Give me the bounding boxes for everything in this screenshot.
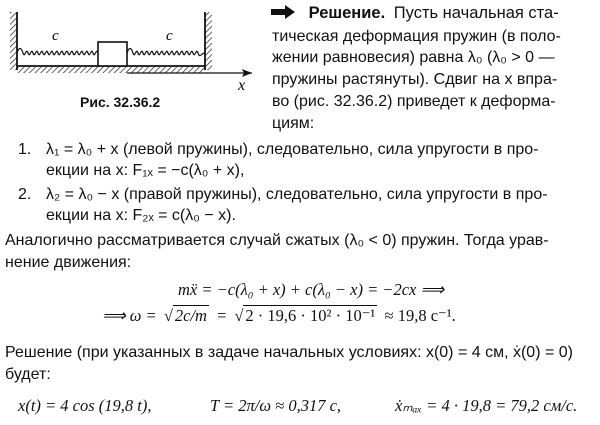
final-x-of-t: x(t) = 4 cos (19,8 t), — [18, 396, 152, 415]
left-wall — [10, 12, 17, 70]
para3-line1: Решение (при указанных в задаче начальных условиях: x(0) = 4 см, ẋ(0) = 0) — [5, 344, 573, 361]
omega-prefix: ⟹ ω = — [102, 306, 157, 325]
para2-line2: нение движения: — [5, 254, 132, 271]
sqrt-2 — [234, 306, 377, 326]
sqrt-radical-icon: √ — [163, 306, 173, 325]
right-wall — [205, 12, 212, 70]
solution-intro-line2: тическая деформация пружин (в поло- — [272, 28, 561, 45]
sqrt-1-radicand: 2c/m — [174, 306, 207, 325]
mass-block — [98, 42, 127, 66]
solution-header — [270, 4, 559, 23]
omega-result: ≈ 19,8 с⁻¹. — [384, 306, 456, 325]
item-1-number: 1. — [18, 141, 32, 158]
item-1-line2: екции на x: F₁ₓ = −c(λ₀ + x), — [46, 162, 245, 179]
figure-caption: Рис. 32.36.2 — [80, 94, 161, 110]
spring-right-label: c — [166, 28, 173, 44]
sqrt-1 — [164, 306, 209, 326]
item-2-line1: λ₂ = λ₀ − x (правой пружины), следовательно, сила упругости в про- — [46, 186, 548, 203]
sqrt-radical-icon: √ — [234, 306, 244, 325]
spring-left-label: c — [52, 28, 59, 44]
right-spring — [127, 49, 205, 56]
x-axis-label: x — [238, 77, 246, 94]
spring-mass-figure — [0, 0, 260, 95]
floor-hatch — [17, 67, 205, 73]
solution-intro-line4: пружины растянуты). Сдвиг на x впра- — [272, 71, 558, 88]
right-arrow-icon — [270, 5, 296, 19]
solution-intro-line1: Пусть начальная ста- — [393, 4, 559, 22]
left-spring — [17, 49, 98, 55]
para2-line1: Аналогично рассматривается случай сжатых (λ₀ < 0) пружин. Тогда урав- — [5, 232, 549, 249]
equation-omega — [102, 306, 456, 326]
item-2-number: 2. — [18, 186, 32, 203]
solution-intro-line3: жении равновесия) равна λ₀ (λ₀ > 0 — — [272, 49, 555, 66]
final-max-velocity: ẋₘₐₓ = 4 · 19,8 = 79,2 см/с. — [395, 396, 578, 415]
solution-heading: Решение. — [308, 4, 386, 22]
item-2-line2: екции на x: F₂ₓ = c(λ₀ − x). — [46, 207, 236, 224]
para3-line2: будет: — [5, 366, 51, 383]
omega-equals: = — [216, 306, 228, 325]
equation-motion: mẍ = −c(λ₀ + x) + c(λ₀ − x) = −2cx ⟹ — [178, 280, 445, 299]
final-period: T = 2π/ω ≈ 0,317 с, — [210, 396, 342, 415]
item-1-line1: λ₁ = λ₀ + x (левой пружины), следовательно, сила упругости в про- — [46, 141, 539, 158]
solution-intro-line5: во (рис. 32.36.2) приведет к деформа- — [272, 93, 556, 110]
solution-intro-line6: циям: — [272, 115, 315, 132]
sqrt-2-radicand: 2 · 19,6 · 10² · 10⁻¹ — [245, 306, 376, 325]
